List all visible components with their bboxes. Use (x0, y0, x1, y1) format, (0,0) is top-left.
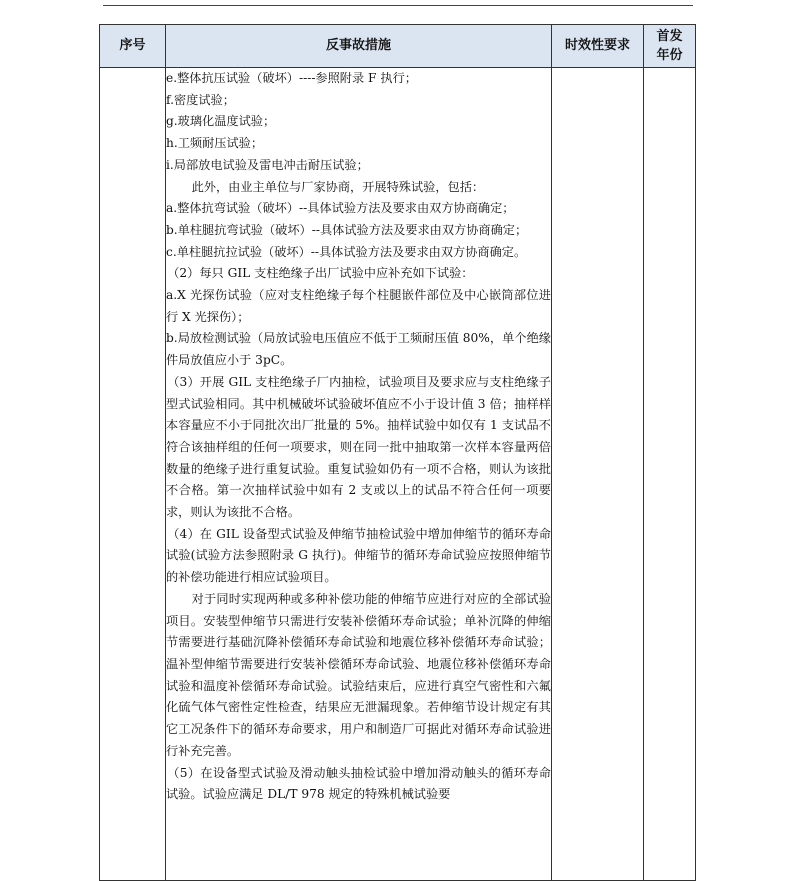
measure-line-h: h.工频耐压试验； (166, 136, 264, 151)
item-5-paragraph: （5）在设备型式试验及滑动触头抽检试验中增加滑动触头的循环寿命试验。试验应满足 DL/T 978 规定的特殊机械试验要 (166, 765, 551, 802)
item-3-paragraph: （3）开展 GIL 支柱绝缘子厂内抽检，试验项目及要求应与支柱绝缘子型式试验相同。其中机械破坏试验破坏值应不小于设计值 3 倍；抽样样本容量应不小于同批次出厂批量的 5%。抽样试验中如仅有 1 支试品不符合该抽样组的任何一项要求，则在同一批中抽取第一次样本容量两倍数量的绝缘子进行重复试验。重复试验如仍有一项不合格，则认为该批不合格。第一次抽样试验中如有 2 支或以上的试品不符合任何一项要求，则认为该批不合格。 (166, 374, 551, 520)
header-measures: 反事故措施 (166, 25, 552, 68)
item-2-heading: （2）每只 GIL 支柱绝缘子出厂试验中应补充如下试验： (167, 266, 474, 281)
item-2-test-a: a.X 光探伤试验（应对支柱绝缘子每个柱腿嵌件部位及中心嵌筒部位进行 X 光探伤）； (166, 288, 551, 324)
table-header-row (100, 25, 696, 68)
page-top-rule (103, 5, 693, 6)
header-first-year (644, 25, 696, 68)
cell-index (100, 68, 166, 881)
anti-accident-measures-table (99, 24, 696, 881)
measure-line-g: g.玻璃化温度试验； (166, 114, 276, 129)
item-4-paragraph: （4）在 GIL 设备型式试验及伸缩节抽检试验中增加伸缩节的循环寿命试验(试验方法参照附录 G 执行)。伸缩节的循环寿命试验应按照伸缩节的补偿功能进行相应试验项目。 (166, 526, 551, 585)
special-test-c: c.单柱腿抗拉试验（破坏）--具体试验方法及要求由双方协商确定。 (166, 244, 527, 259)
item-4-detail-paragraph: 对于同时实现两种或多种补偿功能的伸缩节应进行对应的全部试验项目。安装型伸缩节只需进行安装补偿循环寿命试验；单补沉降的伸缩节需要进行基础沉降补偿循环寿命试验和地震位移补偿循环寿命试验；温补型伸缩节需要进行安装补偿循环寿命试验、地震位移补偿循环寿命试验和温度补偿循环寿命试验。试验结束后，应进行真空气密性和六氟化硫气体气密性定性检查，结果应无泄漏现象。若伸缩节设计规定有其它工况条件下的循环寿命要求，用户和制造厂可据此对循环寿命试验进行补充完善。 (166, 591, 551, 758)
measure-line-f: f.密度试验； (166, 92, 235, 107)
cell-timeliness (552, 68, 644, 881)
special-test-a: a.整体抗弯试验（破坏）--具体试验方法及要求由双方协商确定； (166, 201, 515, 216)
special-tests-intro: 此外，由业主单位与厂家协商，开展特殊试验，包括： (191, 179, 485, 194)
item-2-test-b: b.局放检测试验（局放试验电压值应不低于工频耐压值 80%，单个绝缘件局放值应小于 3pC。 (166, 331, 551, 368)
header-index: 序号 (100, 25, 166, 68)
table-row (100, 68, 696, 881)
cell-first-year (644, 68, 696, 881)
measure-line-e: e.整体抗压试验（破坏）----参照附录 F 执行； (166, 71, 417, 85)
special-test-b: b.单柱腿抗弯试验（破坏）--具体试验方法及要求由双方协商确定； (166, 222, 528, 237)
header-year-line1: 首发 (656, 29, 683, 44)
header-year-line2: 年份 (656, 48, 683, 63)
header-timeliness: 时效性要求 (552, 25, 644, 68)
measure-line-i: i.局部放电试验及雷电冲击耐压试验； (166, 157, 369, 172)
cell-measures (166, 68, 552, 881)
